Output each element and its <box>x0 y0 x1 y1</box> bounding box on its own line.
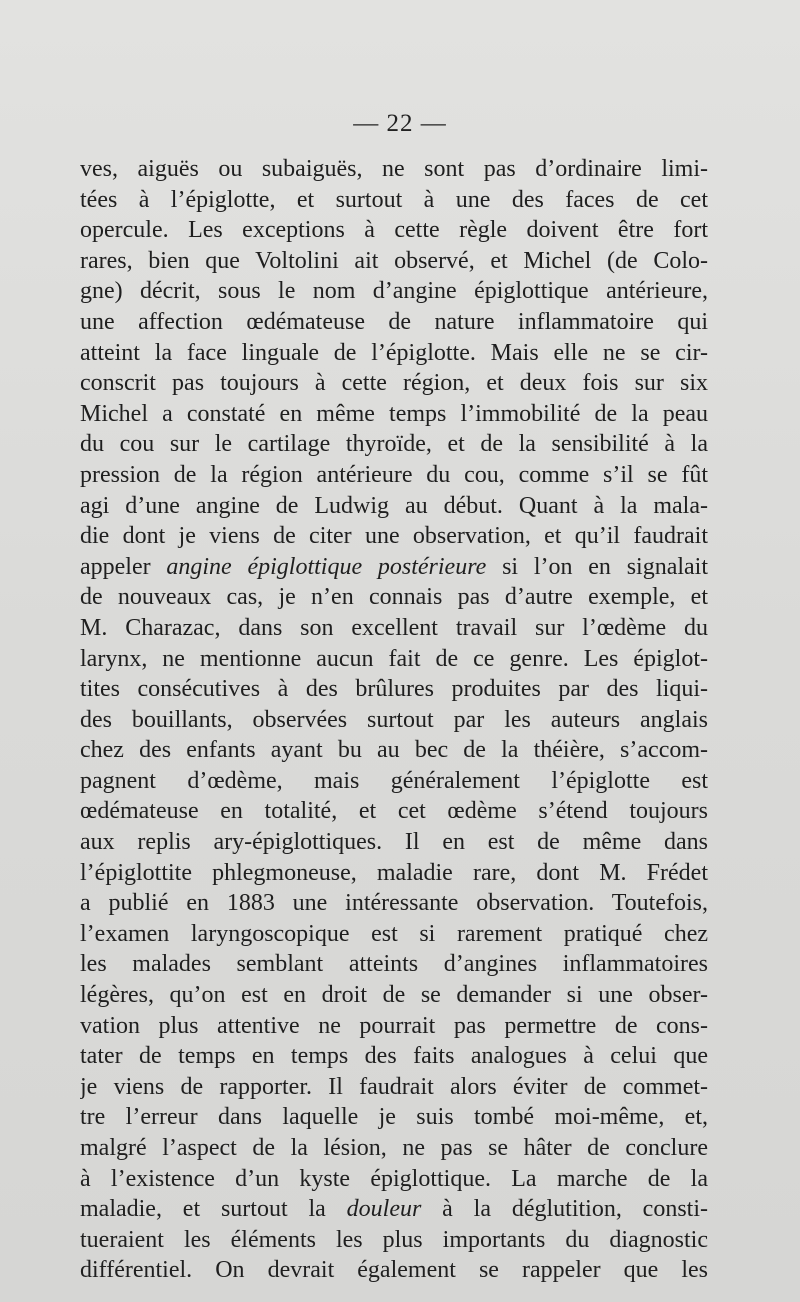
text-line: l’épiglottite phlegmoneuse, maladie rare, dont M. Frédet <box>80 859 708 886</box>
text-line: pression de la région antérieure du cou, comme s’il se fût <box>80 461 708 488</box>
text-line: ves, aiguës ou subaiguës, ne sont pas d’ordinaire limi- <box>80 156 708 182</box>
text-line: opercule. Les exceptions à cette règle doivent être fort <box>80 217 708 244</box>
text-line-with-italic <box>80 552 708 583</box>
page-number: — 22 — <box>353 110 447 137</box>
text-line: larynx, ne mentionne aucun fait de ce genre. Les épiglot- <box>80 645 708 672</box>
text-segment: à la déglutition, consti- <box>442 1196 708 1223</box>
text-line: tites consécutives à des brûlures produites par des liqui- <box>80 676 708 703</box>
text-line: M. Charazac, dans son excellent travail sur l’œdème du <box>80 614 708 641</box>
text-line: agi d’une angine de Ludwig au début. Quant à la mala- <box>80 492 708 519</box>
body-text <box>80 154 708 1286</box>
text-line: les malades semblant atteints d’angines inflammatoires <box>80 951 708 978</box>
text-line: tre l’erreur dans laquelle je suis tombé moi-même, et, <box>80 1104 708 1131</box>
text-line: je viens de rapporter. Il faudrait alors éviter de commet- <box>80 1073 708 1100</box>
text-line: légères, qu’on est en droit de se demander si une obser- <box>80 982 708 1009</box>
text-line: différentiel. On devrait également se rappeler que les <box>80 1257 708 1284</box>
text-segment: maladie, et surtout la <box>80 1196 326 1223</box>
text-line: de nouveaux cas, je n’en connais pas d’autre exemple, et <box>80 584 708 611</box>
text-line: tater de temps en temps des faits analogues à celui que <box>80 1043 708 1070</box>
text-line: pagnent d’œdème, mais généralement l’épiglotte est <box>80 767 708 794</box>
text-line: tueraient les éléments les plus importants du diagnostic <box>80 1226 708 1253</box>
text-line: aux replis ary-épiglottiques. Il en est de même dans <box>80 829 708 856</box>
text-segment: appeler <box>80 553 151 580</box>
text-line: a publié en 1883 une intéressante observation. Toutefois, <box>80 890 708 917</box>
text-line: des bouillants, observées surtout par les auteurs anglais <box>80 706 708 733</box>
text-line: malgré l’aspect de la lésion, ne pas se hâter de conclure <box>80 1135 708 1161</box>
italic-term: douleur <box>346 1196 422 1223</box>
text-line: l’examen laryngoscopique est si rarement pratiqué chez <box>80 920 708 947</box>
text-line: œdémateuse en totalité, et cet œdème s’étend toujours <box>80 798 708 825</box>
text-line: une affection œdémateuse de nature inflammatoire qui <box>80 308 708 335</box>
text-line: rares, bien que Voltolini ait observé, et Michel (de Colo- <box>80 247 708 274</box>
text-line: conscrit pas toujours à cette région, et deux fois sur six <box>80 370 708 397</box>
text-line: du cou sur le cartilage thyroïde, et de la sensibilité à la <box>80 431 708 458</box>
text-line: vation plus attentive ne pourrait pas permettre de cons- <box>80 1012 708 1039</box>
text-line: Michel a constaté en même temps l’immobilité de la peau <box>80 400 708 427</box>
text-line: die dont je viens de citer une observation, et qu’il faudrait <box>80 523 708 550</box>
text-line: chez des enfants ayant bu au bec de la théière, s’accom- <box>80 737 708 764</box>
text-line: tées à l’épiglotte, et surtout à une des faces de cet <box>80 186 708 213</box>
text-line: gne) décrit, sous le nom d’angine épiglottique antérieure, <box>80 278 708 305</box>
text-line: à l’existence d’un kyste épiglottique. La marche de la <box>80 1165 708 1192</box>
text-segment: si l’on en signalait <box>502 553 708 580</box>
text-line-with-italic <box>80 1194 708 1225</box>
italic-term: angine épiglottique postérieure <box>166 553 487 580</box>
text-line: atteint la face linguale de l’épiglotte. Mais elle ne se cir- <box>80 339 708 366</box>
